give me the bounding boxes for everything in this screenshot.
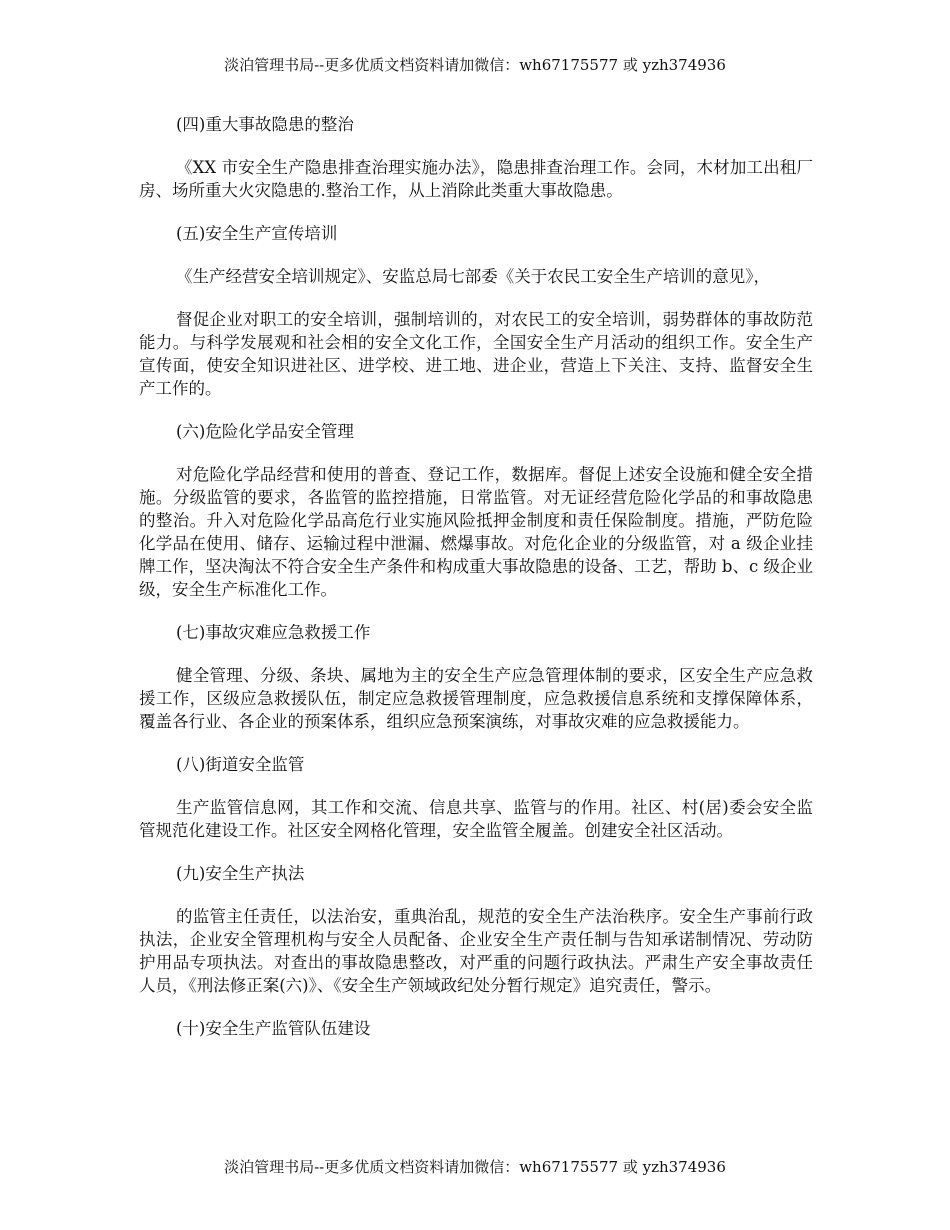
paragraph: 《XX 市安全生产隐患排查治理实施办法》，隐患排查治理工作。会同，木材加工出租厂房、场所重大火灾隐患的.整治工作，从上消除此类重大事故隐患。 xyxy=(139,158,813,200)
section-4 xyxy=(139,113,813,202)
section-heading: (十)安全生产监管队伍建设 xyxy=(176,1019,371,1038)
section-5 xyxy=(139,222,813,400)
section-7 xyxy=(139,621,813,733)
paragraph: 的监管主任责任，以法治安，重典治乱，规范的安全生产法治秩序。安全生产事前行政执法，企业安全管理机构与安全人员配备、企业安全生产责任制与告知承诺制情况、劳动防护用品专项执法。对查出的事故隐患整改，对严重的问题行政执法。严肃生产安全事故责任人员，《刑法修正案(六)》、《安全生产领域政纪处分暂行规定》追究责任，警示。 xyxy=(139,907,813,995)
paragraph: 《生产经营安全培训规定》、安监总局七部委《关于农民工安全生产培训的意见》， xyxy=(176,267,770,286)
section-10 xyxy=(139,1017,813,1040)
paragraph: 生产监管信息网，其工作和交流、信息共享、监管与的作用。社区、村(居)委会安全监管规范化建设工作。社区安全网格化管理，安全监管全履盖。创建安全社区活动。 xyxy=(139,798,813,840)
section-9 xyxy=(139,862,813,997)
section-heading: (七)事故灾难应急救援工作 xyxy=(176,623,371,642)
section-heading: (九)安全生产执法 xyxy=(176,864,305,883)
section-6 xyxy=(139,420,813,601)
section-heading: (六)危险化学品安全管理 xyxy=(176,422,354,441)
paragraph: 对危险化学品经营和使用的普查、登记工作，数据库。督促上述安全设施和健全安全措施。分级监管的要求，各监管的监控措施，日常监管。对无证经营危险化学品的和事故隐患的整治。升入对危险化学品高危行业实施风险抵押金制度和责任保险制度。措施，严防危险化学品在使用、储存、运输过程中泄漏、燃爆事故。对危化企业的分级监管，对 a 级企业挂牌工作，坚决淘汰不符合安全生产条件和构成重大事故隐患的设备、工艺，帮助 b、c 级企业级，安全生产标准化工作。 xyxy=(139,465,813,599)
page-footer: 淡泊管理书局--更多优质文档资料请加微信：wh67175577 或 yzh374936 xyxy=(224,1158,726,1176)
section-heading: (八)街道安全监管 xyxy=(176,755,305,774)
document-body xyxy=(139,113,813,1060)
section-8 xyxy=(139,753,813,842)
page-header: 淡泊管理书局--更多优质文档资料请加微信：wh67175577 或 yzh374936 xyxy=(224,56,726,74)
paragraph: 督促企业对职工的安全培训，强制培训的，对农民工的安全培训，弱势群体的事故防范能力。与科学发展观和社会相的安全文化工作，全国安全生产月活动的组织工作。安全生产宣传面，使安全知识进社区、进学校、进工地、进企业，营造上下关注、支持、监督安全生产工作的。 xyxy=(139,310,813,398)
section-heading: (四)重大事故隐患的整治 xyxy=(176,115,354,134)
paragraph: 健全管理、分级、条块、属地为主的安全生产应急管理体制的要求，区安全生产应急救援工作，区级应急救援队伍，制定应急救援管理制度，应急救援信息系统和支撑保障体系，覆盖各行业、各企业的预案体系，组织应急预案演练，对事故灾难的应急救援能力。 xyxy=(139,666,813,731)
section-heading: (五)安全生产宣传培训 xyxy=(176,224,338,243)
